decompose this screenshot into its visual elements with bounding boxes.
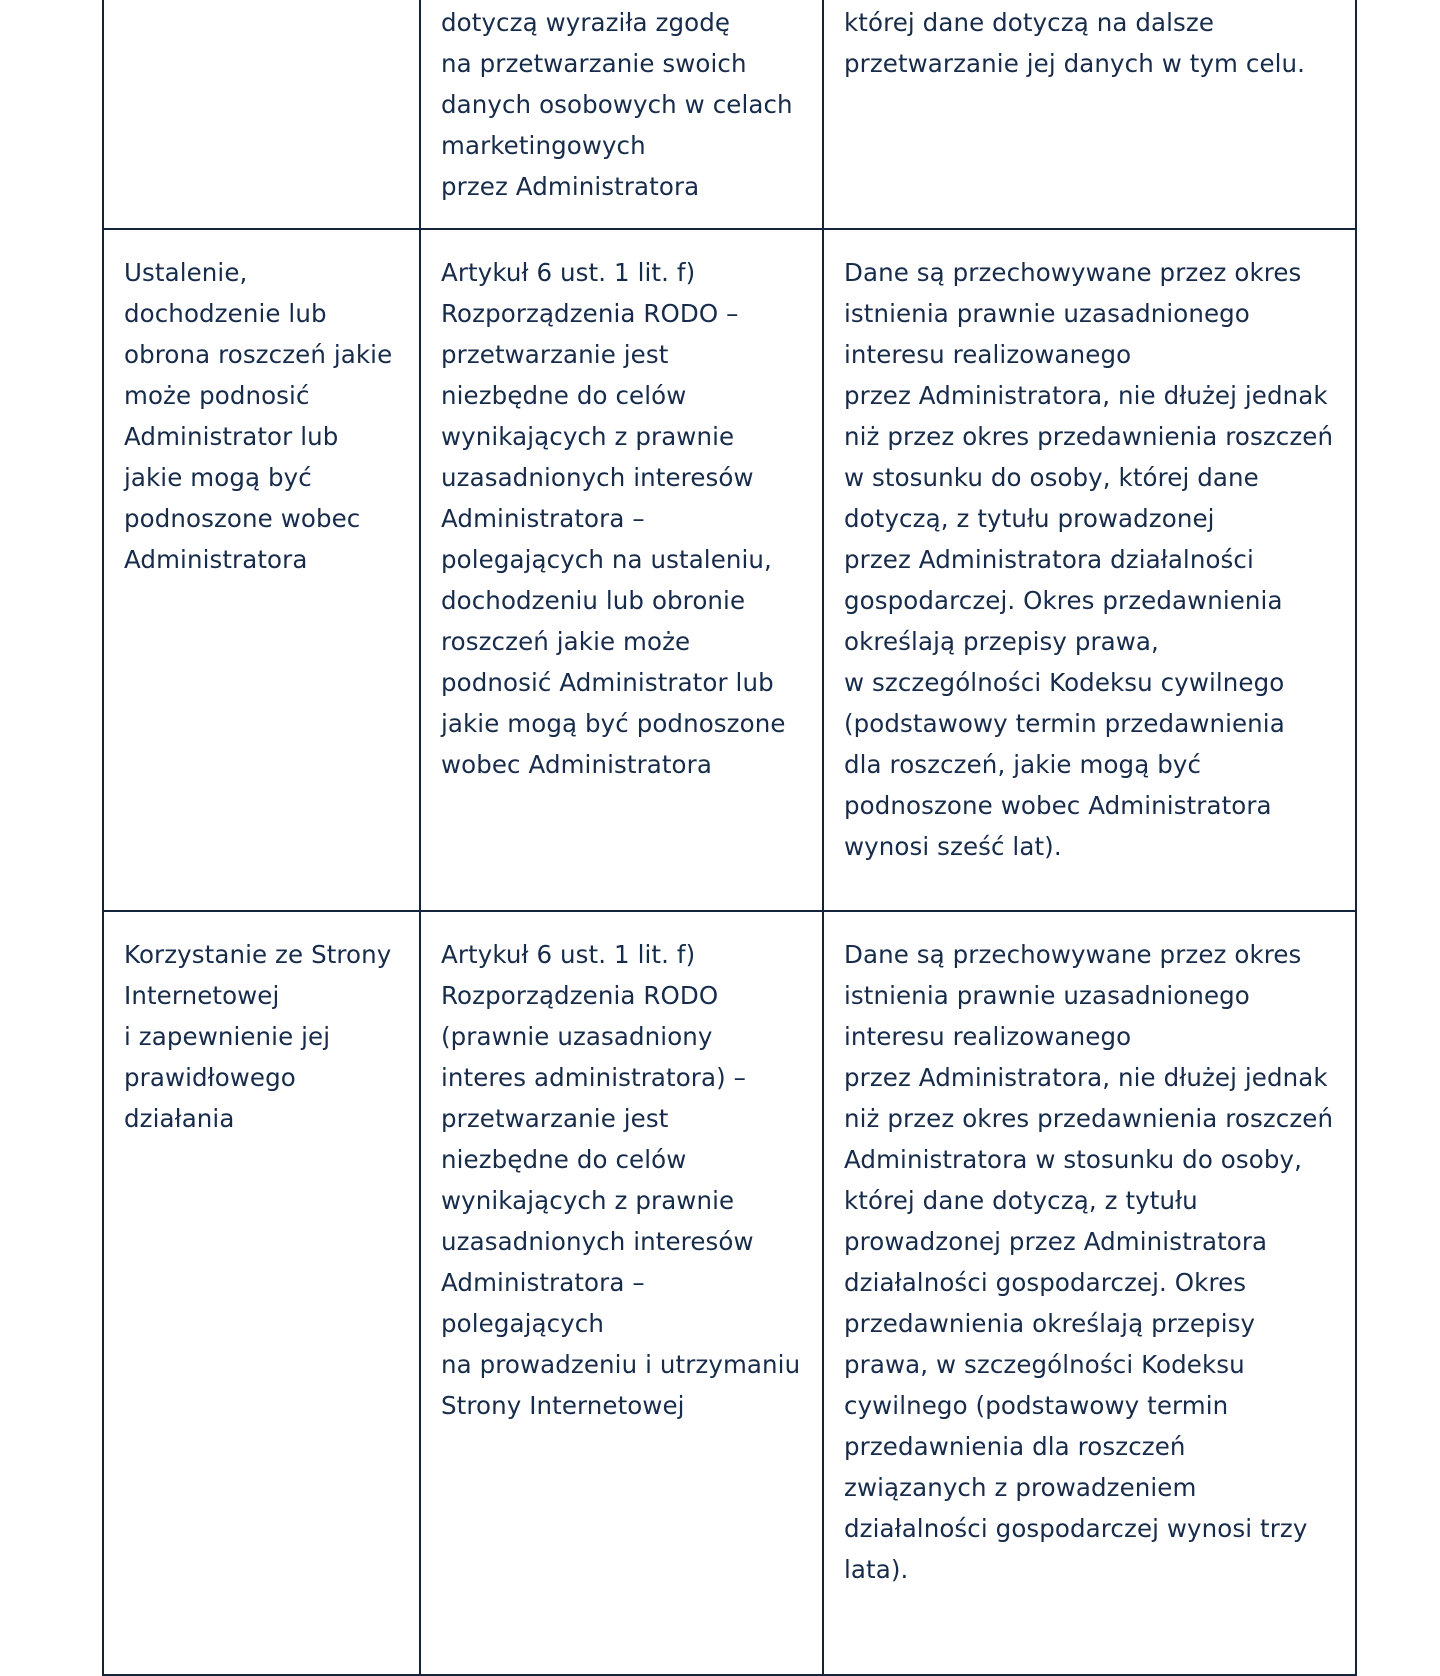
cell-text-line: działalności gospodarczej. Okres <box>844 1268 1247 1297</box>
cell-text-line: marketingowych <box>441 131 646 160</box>
cell-text-line: (prawnie uzasadniony <box>441 1022 713 1051</box>
cell-text-line: w szczególności Kodeksu cywilnego <box>844 668 1285 697</box>
cell-text-line: przedawnienia dla roszczeń <box>844 1432 1186 1461</box>
cell-text-line: polegających <box>441 1309 604 1338</box>
cell-text-line: Administratora w stosunku do osoby, <box>844 1145 1302 1174</box>
cell-text-line: dotyczą wyraziła zgodę <box>441 8 731 37</box>
legal-basis-cell <box>420 229 823 911</box>
cell-text-line: dotyczą, z tytułu prowadzonej <box>844 504 1215 533</box>
table-row <box>103 229 1356 911</box>
cell-text-line: dochodzeniu lub obronie <box>441 586 746 615</box>
cell-text-line: gospodarczej. Okres przedawnienia <box>844 586 1283 615</box>
cell-text-line: istnienia prawnie uzasadnionego <box>844 299 1250 328</box>
cell-text-line: uzasadnionych interesów <box>441 463 754 492</box>
cell-text-line: Dane są przechowywane przez okres <box>844 940 1302 969</box>
cell-text-line: niezbędne do celów <box>441 381 687 410</box>
cell-text-line: przedawnienia określają przepisy <box>844 1309 1256 1338</box>
cell-text-line: działania <box>124 1104 235 1133</box>
cell-text-line: uzasadnionych interesów <box>441 1227 754 1256</box>
purpose-cell <box>103 229 420 911</box>
cell-text-line: cywilnego (podstawowy termin <box>844 1391 1229 1420</box>
cell-text-line: przez Administratora, nie dłużej jednak <box>844 1063 1328 1092</box>
cell-text-line: może podnosić <box>124 381 310 410</box>
cell-text-line: wynikających z prawnie <box>441 1186 735 1215</box>
cell-text-line: Administratora <box>124 545 308 574</box>
cell-text-line: działalności gospodarczej wynosi trzy <box>844 1514 1308 1543</box>
cell-text-line: wynikających z prawnie <box>441 422 735 451</box>
cell-text-line: Artykuł 6 ust. 1 lit. f) <box>441 940 696 969</box>
cell-text-line: jakie mogą być podnoszone <box>441 709 786 738</box>
cell-text-line: Administrator lub <box>124 422 339 451</box>
cell-text-line: Administratora – <box>441 1268 645 1297</box>
cell-text-line: dla roszczeń, jakie mogą być <box>844 750 1202 779</box>
purpose-cell <box>103 0 420 229</box>
cell-text-line: na prowadzeniu i utrzymaniu <box>441 1350 801 1379</box>
cell-text-line: Ustalenie, <box>124 258 248 287</box>
cell-text-line: przetwarzanie jej danych w tym celu. <box>844 49 1306 78</box>
table-row <box>103 911 1356 1675</box>
cell-text-line: danych osobowych w celach <box>441 90 793 119</box>
cell-text-line: Rozporządzenia RODO <box>441 981 719 1010</box>
cell-text-line: jakie mogą być <box>124 463 312 492</box>
cell-text-line: na przetwarzanie swoich <box>441 49 747 78</box>
cell-text-line: związanych z prowadzeniem <box>844 1473 1197 1502</box>
cell-text-line: roszczeń jakie może <box>441 627 691 656</box>
cell-text-line: dochodzenie lub <box>124 299 327 328</box>
data-processing-table <box>102 0 1357 1676</box>
cell-text-line: niż przez okres przedawnienia roszczeń <box>844 1104 1334 1133</box>
cell-text-line: której dane dotyczą, z tytułu <box>844 1186 1198 1215</box>
legal-basis-cell <box>420 911 823 1675</box>
cell-text-line: przetwarzanie jest <box>441 340 669 369</box>
cell-text-line: prawa, w szczególności Kodeksu <box>844 1350 1245 1379</box>
cell-text-line: istnienia prawnie uzasadnionego <box>844 981 1250 1010</box>
retention-period-cell <box>823 911 1356 1675</box>
cell-text-line: określają przepisy prawa, <box>844 627 1159 656</box>
cell-text-line: Dane są przechowywane przez okres <box>844 258 1302 287</box>
purpose-cell <box>103 911 420 1675</box>
cell-text-line: Strony Internetowej <box>441 1391 685 1420</box>
cell-text-line: podnosić Administrator lub <box>441 668 774 697</box>
cell-text-line: lata). <box>844 1555 909 1584</box>
cell-text-line: podnoszone wobec Administratora <box>844 791 1272 820</box>
cell-text-line: niezbędne do celów <box>441 1145 687 1174</box>
legal-basis-cell <box>420 0 823 229</box>
cell-text-line: przez Administratora <box>441 172 700 201</box>
retention-period-cell <box>823 0 1356 229</box>
cell-text-line: podnoszone wobec <box>124 504 361 533</box>
cell-text-line: interesu realizowanego <box>844 1022 1132 1051</box>
cell-text-line: interesu realizowanego <box>844 340 1132 369</box>
cell-text-line: i zapewnienie jej <box>124 1022 331 1051</box>
cell-text-line: prowadzonej przez Administratora <box>844 1227 1268 1256</box>
cell-text-line: prawidłowego <box>124 1063 296 1092</box>
cell-text-line: Internetowej <box>124 981 280 1010</box>
cell-text-line: której dane dotyczą na dalsze <box>844 8 1215 37</box>
cell-text-line: Administratora – <box>441 504 645 533</box>
cell-text-line: (podstawowy termin przedawnienia <box>844 709 1285 738</box>
cell-text-line: przez Administratora działalności <box>844 545 1254 574</box>
cell-text-line: interes administratora) – <box>441 1063 746 1092</box>
cell-text-line: Artykuł 6 ust. 1 lit. f) <box>441 258 696 287</box>
table-row <box>103 0 1356 229</box>
cell-text-line: Rozporządzenia RODO – <box>441 299 739 328</box>
cell-text-line: Korzystanie ze Strony <box>124 940 392 969</box>
cell-text-line: polegających na ustaleniu, <box>441 545 772 574</box>
cell-text-line: przetwarzanie jest <box>441 1104 669 1133</box>
cell-text-line: przez Administratora, nie dłużej jednak <box>844 381 1328 410</box>
retention-period-cell <box>823 229 1356 911</box>
cell-text-line: w stosunku do osoby, której dane <box>844 463 1259 492</box>
cell-text-line: wynosi sześć lat). <box>844 832 1062 861</box>
cell-text-line: wobec Administratora <box>441 750 712 779</box>
cell-text-line: obrona roszczeń jakie <box>124 340 393 369</box>
cell-text-line: niż przez okres przedawnienia roszczeń <box>844 422 1334 451</box>
